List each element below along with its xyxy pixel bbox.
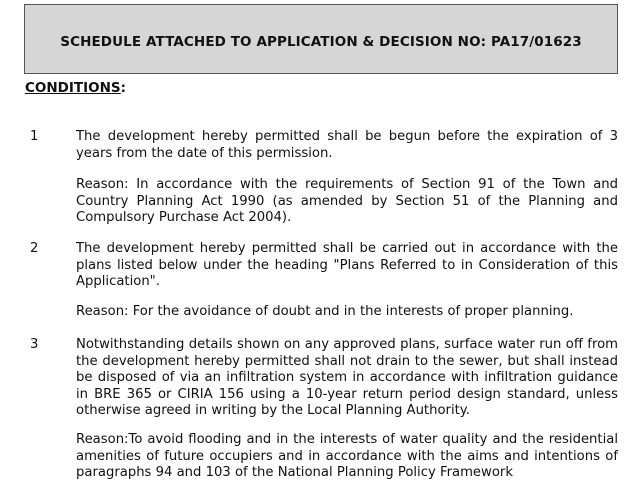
conditions-heading-label: CONDITIONS [25, 80, 121, 96]
condition-2-reason: Reason: For the avoidance of doubt and in the interests of proper planning. [76, 304, 574, 319]
condition-3-text: Notwithstanding details shown on any approved plans, surface water run off from the development hereby permitted shall not drain to the sewer, but shall instead be disposed of via an infiltration system in accordance with infiltration guidance in BRE 365 or CIRIA 156 using a 10-year return period design standard, unless otherwise agreed in writing by the Local Planning Authority. [76, 337, 618, 418]
condition-3-number: 3 [30, 337, 39, 352]
conditions-heading [25, 80, 126, 96]
conditions-heading-colon: : [120, 80, 127, 96]
condition-2-text: The development hereby permitted shall be carried out in accordance with the plans listed below under the heading "Plans Referred to in Consideration of this Application". [76, 241, 618, 289]
condition-1-number: 1 [30, 129, 39, 144]
condition-2-number: 2 [30, 241, 39, 256]
condition-3-reason: Reason:To avoid flooding and in the interests of water quality and the residential amenities of future occupiers and in accordance with the aims and intentions of paragraphs 94 and 103 of the National Planning Policy Framework [76, 432, 618, 480]
condition-1-reason: Reason: In accordance with the requirements of Section 91 of the Town and Country Planning Act 1990 (as amended by Section 51 of the Planning and Compulsory Purchase Act 2004). [76, 177, 618, 225]
schedule-header-box [24, 4, 618, 74]
schedule-title: SCHEDULE ATTACHED TO APPLICATION & DECISION NO: PA17/01623 [60, 34, 582, 50]
condition-1-text: The development hereby permitted shall be begun before the expiration of 3 years from the date of this permission. [76, 129, 618, 161]
